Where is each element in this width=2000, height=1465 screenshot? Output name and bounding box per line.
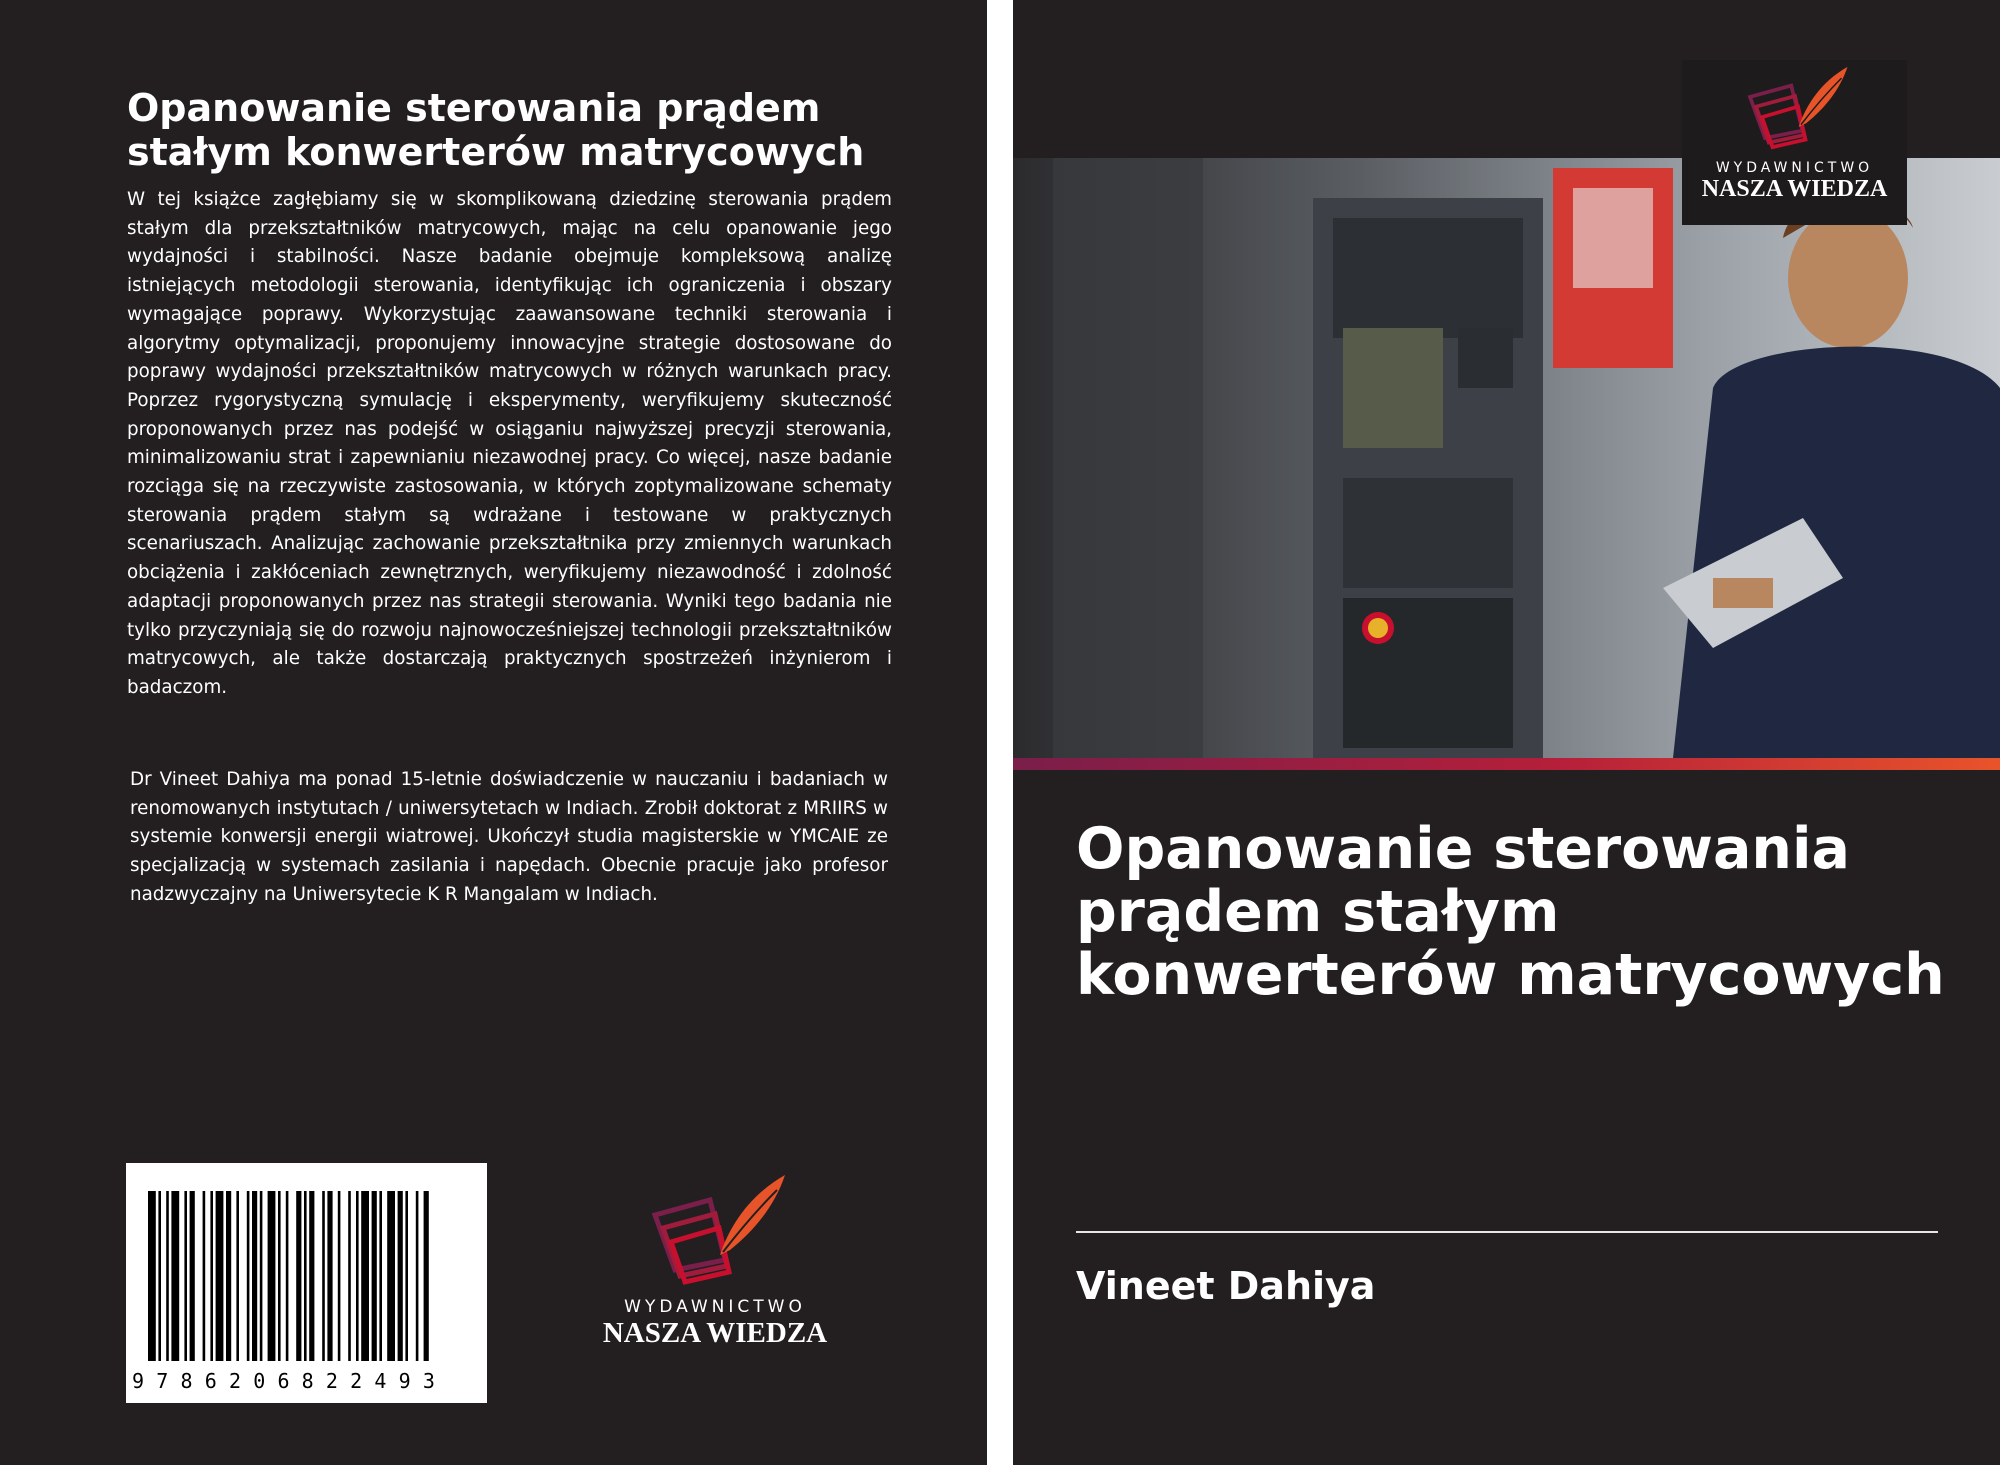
back-cover-blurb: W tej książce zagłębiamy się w skomplikowaną dziedzinę sterowania prądem stałym dla przekształtników matrycowych, mając na celu opanowanie jego wydajności i stabilności. Nasze badanie obejmuje kompleksową analizę istniejących metodologii sterowania, identyfikując ich ograniczenia i obszary wymagające poprawy. Wykorzystując zaawansowane techniki sterowania i algorytmy optymalizacji, proponujemy innowacyjne strategie dostosowane do poprawy wydajności przekształtników matrycowych w różnych warunkach pracy. Poprzez rygorystyczną symulację i eksperymenty, weryfikujemy skuteczność proponowanych przez nas podejść w osiąganiu najwyższej precyzji sterowania, minimalizowaniu strat i zapewnianiu niezawodnej pracy. Co więcej, nasze badanie rozciąga się na rzeczywiste zastosowania, w których zoptymalizowane schematy sterowania prądem stałym są wdrażane i testowane w praktycznych scenariuszach. Analizując zachowanie przekształtnika przy zmiennych warunkach obciążenia i zakłóceniach zewnętrznych, weryfikujemy niezawodność i zdolność adaptacji proponowanych przez nas strategii sterowania. Wyniki tego badania nie tylko przyczyniają się do rozwoju najnowocześniejszej technologii przekształtników matrycowych, ale także dostarczają praktycznych spostrzeżeń inżynierom i badaczom. <box>127 189 892 698</box>
book-quill-logo-icon <box>1735 60 1855 160</box>
barcode-bar <box>416 1191 419 1361</box>
publisher-line2: NASZA WIEDZA <box>602 1317 828 1349</box>
barcode-bar <box>148 1191 156 1361</box>
engineer-with-tablet-image <box>1013 158 2000 758</box>
barcode-bar <box>348 1191 351 1361</box>
barcode-bar <box>296 1191 301 1361</box>
isbn-number: 9786206822493 <box>132 1369 448 1393</box>
barcode-bar <box>327 1191 332 1361</box>
barcode-bar <box>356 1191 359 1361</box>
author-divider <box>1076 1231 1938 1233</box>
barcode-bar <box>236 1191 239 1361</box>
author-name: Vineet Dahiya <box>1076 1264 1376 1308</box>
barcode-bar <box>379 1191 382 1361</box>
barcode-bar <box>361 1191 369 1361</box>
barcode-bar <box>252 1191 257 1361</box>
back-cover-title: Opanowanie sterowania prądem stałym konwerterów matrycowych <box>127 86 865 174</box>
barcode-bar <box>372 1191 377 1361</box>
barcode-bar <box>387 1191 395 1361</box>
cover-photo <box>1013 158 2000 758</box>
barcode-bar <box>166 1191 169 1361</box>
barcode-bar <box>203 1191 206 1361</box>
barcode-bar <box>405 1191 408 1361</box>
barcode-bar <box>309 1191 314 1361</box>
barcode-bars <box>126 1163 487 1403</box>
barcode-bar <box>260 1191 263 1361</box>
barcode-bar <box>304 1191 307 1361</box>
publisher-line1: WYDAWNICTWO <box>624 1297 806 1317</box>
barcode-bar <box>424 1191 429 1361</box>
publisher-logo-back <box>590 1170 840 1370</box>
barcode-bar <box>278 1191 281 1361</box>
barcode-bar <box>286 1191 289 1361</box>
barcode-bar <box>171 1191 179 1361</box>
barcode-bar <box>158 1191 161 1361</box>
isbn-barcode <box>126 1163 487 1403</box>
barcode-bar <box>268 1191 276 1361</box>
front-cover-title: Opanowanie sterowania prądem stałym konwerterów matrycowych <box>1076 816 1945 1008</box>
barcode-bar <box>398 1191 403 1361</box>
back-cover <box>0 0 987 1465</box>
publisher-logo-front <box>1682 60 1907 225</box>
book-quill-logo-icon <box>635 1170 795 1295</box>
publisher-line2: NASZA WIEDZA <box>1701 176 1888 202</box>
author-bio: Dr Vineet Dahiya ma ponad 15-letnie doświadczenie w nauczaniu i badaniach w renomowanych instytutach / uniwersytetach w Indiach. Zrobił doktorat z MRIIRS w systemie konwersji energii wiatrowej. Ukończył studia magisterskie w YMCAIE ze specjalizacją w systemach zasilania i napędach. Obecnie pracuje jako profesor nadzwyczajny na Uniwersytecie K R Mangalam w Indiach. <box>130 769 888 905</box>
barcode-bar <box>184 1191 187 1361</box>
barcode-bar <box>322 1191 325 1361</box>
barcode-bar <box>216 1191 224 1361</box>
barcode-bar <box>210 1191 213 1361</box>
barcode-bar <box>338 1191 341 1361</box>
accent-stripe <box>1013 758 2000 770</box>
barcode-bar <box>190 1191 195 1361</box>
barcode-bar <box>226 1191 231 1361</box>
barcode-bar <box>247 1191 250 1361</box>
publisher-line1: WYDAWNICTWO <box>1715 160 1874 176</box>
